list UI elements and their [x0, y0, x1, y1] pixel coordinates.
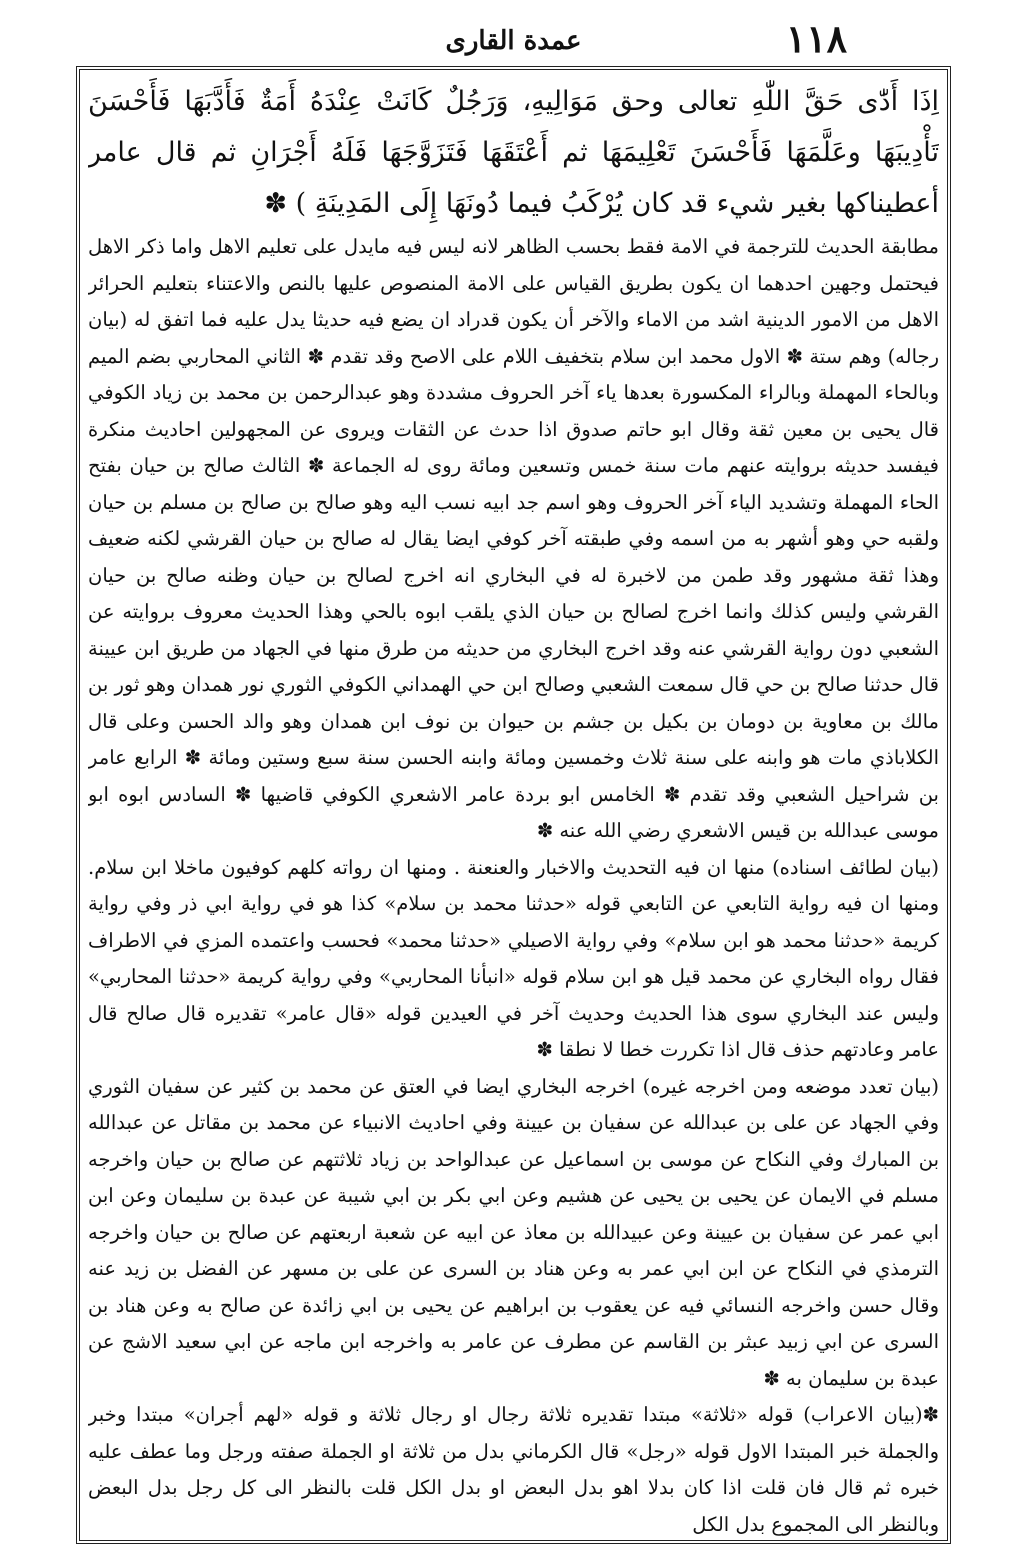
page-body — [88, 76, 939, 1536]
page-header — [60, 10, 967, 62]
commentary-paragraph-isnad: (بيان لطائف اسناده) منها ان فيه التحديث والاخبار والعنعنة . ومنها ان رواته كلهم كوفيون ماخلا ابن سلام. ومنها ان فيه رواية التابعي عن التابعي قوله «حدثنا محمد بن سلام» كذا هو في رواية ابي ذر وفي رواية كريمة «حدثنا محمد هو ابن سلام» وفي رواية الاصيلي «حدثنا محمد» فحسب واعتمده المزي في الاطراف فقال رواه البخاري عن محمد قيل هو ابن سلام قوله «انبأنا المحاربي» وفي رواية كريمة «حدثنا المحاربي» وليس عند البخاري سوى هذا الحديث وحديث آخر في العيدين قوله «قال عامر» تقديره قال صالح قال عامر وعادتهم حذف قال اذا تكررت خطا لا نطقا ✽ — [88, 855, 939, 1061]
commentary-paragraph-intro: مطابقة الحديث للترجمة في الامة فقط بحسب الظاهر لانه ليس فيه مايدل على تعليم الاهل واما ذكر الاهل فيحتمل وجهين احدهما ان يكون بطريق القياس على الامة المنصوص عليها بالنص والاعتناء بتعليم الحرائر الاهل من الامور الدينية اشد من الاماء والآخر أن يكون قدراد ان يضع فيه حديثا يدل عليه فما اتفق له (بيان رجاله) وهم ستة ✽ الاول محمد ابن سلام بتخفيف اللام على الاصح وقد تقدم ✽ الثاني المحاربي بضم الميم وبالحاء المهملة وبالراء المكسورة بعدها ياء آخر الحروف مشددة وهو عبدالرحمن بن محمد بن زياد الكوفي قال يحيى بن معين ثقة وقال ابو حاتم صدوق اذا حدث عن الثقات ويروى عن المجهولين احاديث منكرة فيفسد حديثه بروايته عنهم مات سنة خمس وتسعين ومائة روى له الجماعة ✽ الثالث صالح بن حيان بفتح الحاء المهملة وتشديد الياء آخر الحروف وهو اسم جد ابيه نسب اليه وهو صالح بن صالح بن مسلم بن حيان ولقبه حي وهو أشهر به من اسمه وفي طبقته آخر كوفي ايضا يقال له صالح بن حيان القرشي لكنه ضعيف وهذا ثقة مشهور وقد طمن من لاخبرة له في البخاري انه اخرج لصالح بن حيان وظنه صالح بن حيان القرشي وليس كذلك وانما اخرج لصالح بن حيان الذي يلقب ابوه بالحي وهذا الحديث معروف بروايته عن الشعبي دون رواية القرشي عنه وقد اخرج البخاري من حديثه من طرق منها في الجهاد من طريق ابن عيينة قال حدثنا صالح بن حي قال سمعت الشعبي وصالح ابن حي الهمداني الكوفي الثوري نور همدان وهو ثور بن مالك بن معاوية بن دومان بن بكيل بن جشم بن حيوان بن نوف ابن همدان وهو والد الحسن وعلى قال الكلاباذي مات هو وابنه على سنة ثلاث وخمسين ومائة وابنه الحسن سنة سبع وستين ومائة ✽ الرابع عامر بن شراحيل الشعبي وقد تقدم ✽ الخامس ابو بردة عامر الاشعري الكوفي قاضيها ✽ السادس ابوه ابو موسى عبدالله بن قيس الاشعري رضي الله عنه ✽ — [88, 235, 939, 842]
commentary-paragraph-sources: (بيان تعدد موضعه ومن اخرجه غيره) اخرجه البخاري ايضا في العتق عن محمد بن كثير عن سفيان الثوري وفي الجهاد عن على بن عبدالله عن سفيان بن عيينة وفي احاديث الانبياء عن محمد بن مقاتل عن عبدالله بن المبارك وفي النكاح عن موسى بن اسماعيل عن عبدالواحد بن زياد ثلاثتهم عن صالح بن حيان واخرجه مسلم في الايمان عن يحيى بن يحيى عن هشيم وعن ابي بكر بن ابي شيبة عن عبدة بن سليمان وعن ابن ابي عمر عن سفيان بن عيينة وعن عبيدالله بن معاذ عن ابيه عن شعبة اربعتهم عن صالح بن حيان واخرجه الترمذي في النكاح عن ابن ابي عمر به وعن هناد بن السرى عن على بن مسهر عن الفضل بن زيد عنه وقال حسن واخرجه النسائي فيه عن يعقوب بن ابراهيم عن يحيى بن ابي زائدة عن صالح به وعن هناد بن السرى عن ابي زبيد عبثر بن القاسم عن مطرف عن عامر به واخرجه ابن ماجه عن ابي سعيد الاشج عن عبدة بن سليمان به ✽ — [88, 1074, 939, 1390]
commentary-paragraph-grammar: ✽(بيان الاعراب) قوله «ثلاثة» مبتدا تقديره ثلاثة رجال او رجال ثلاثة و قوله «لهم أجران» مبتدا وخبر والجملة خبر المبتدا الاول قوله «رجل» قال الكرماني بدل من ثلاثة او الجملة صفته ورجل وما عطف عليه خبره ثم قال فان قلت اذا كان بدلا اهو بدل البعض او بدل الكل قلت بالنظر الى كل رجل بدل البعض وبالنظر الى المجموع بدل الكل — [88, 1403, 939, 1536]
commentary — [88, 229, 939, 1536]
page-number: ١١٨ — [785, 16, 847, 61]
running-title: عمدة القارى — [445, 26, 582, 56]
hadith-text: اِذَا أَدّٰى حَقَّ اللّٰهِ تعالى وحق مَوَالِيهِ، وَرَجُلٌ كَانَتْ عِنْدَهُ أَمَةٌ فَأَدَّبَهَا فَأَحْسَنَ تَأْدِيبَهَا وعَلَّمَهَا فَأَحْسَنَ تَعْلِيمَهَا ثم أَعْتَقَهَا فَتَزَوَّجَهَا فَلَهُ أَجْرَانِ ثم قال عامر أعطيناكها بغير شيء قد كان يُرْكَبُ فيما دُونَهَا إِلَى المَدِينَةِ ) ✽ — [88, 86, 939, 219]
